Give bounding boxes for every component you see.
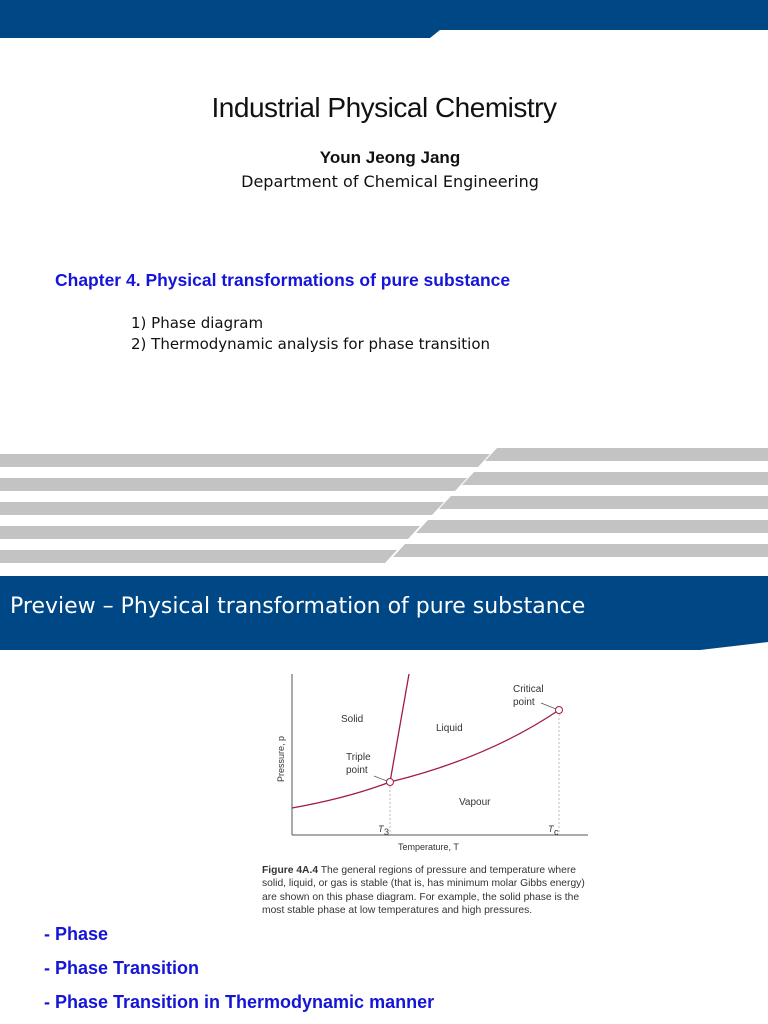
preview-slide	[0, 576, 768, 1024]
chapter-heading: Chapter 4. Physical transformations of pure substance	[55, 270, 511, 290]
solid-vapour-boundary	[292, 782, 390, 808]
stripe	[393, 544, 768, 557]
stripe	[462, 472, 768, 485]
critical-temp-tick: T	[548, 824, 554, 834]
critical-label-line1: Critical	[513, 684, 544, 695]
topic-item: 2) Thermodynamic analysis for phase transition	[131, 335, 491, 353]
stripe	[485, 448, 768, 461]
figure-number: Figure 4A.4	[262, 865, 319, 876]
critical-point-marker	[556, 707, 563, 714]
stripe	[0, 550, 397, 563]
caption-text: The general regions of pressure and temperature where solid, liquid, or gas is stable (that is, has minimum molar Gibbs energy) are shown on this phase diagram. For example, the solid phase is the most stable phase at low temperatures and high pressures.	[262, 865, 585, 916]
solid-liquid-boundary	[390, 674, 409, 782]
liquid-vapour-boundary	[390, 710, 559, 782]
bullet-item: - Phase	[44, 924, 109, 944]
presentation-title: Industrial Physical Chemistry	[211, 92, 557, 123]
bullet-list	[44, 922, 434, 1024]
triple-temp-tick: T	[378, 824, 384, 834]
stripe	[0, 478, 467, 491]
department-name: Department of Chemical Engineering	[241, 172, 539, 191]
stripe	[439, 496, 768, 509]
stripe	[416, 520, 768, 533]
triple-point-pointer	[374, 776, 387, 781]
stripe	[0, 454, 490, 467]
triple-point-marker	[387, 779, 394, 786]
triple-label-line2: point	[346, 765, 368, 776]
critical-point-pointer	[541, 703, 556, 709]
triple-label-line1: Triple	[346, 752, 371, 763]
x-axis-label: Temperature, T	[398, 842, 459, 852]
stripe	[0, 502, 444, 515]
stripe	[0, 526, 420, 539]
figure-caption	[262, 864, 592, 917]
topic-list	[131, 313, 490, 355]
author-name: Youn Jeong Jang	[319, 148, 461, 167]
triple-temp-subscript: 3	[384, 827, 390, 837]
bullet-item: - Phase Transition	[44, 958, 200, 978]
critical-temp-subscript: c	[554, 827, 559, 837]
critical-label-line2: point	[513, 697, 535, 708]
bullet-item: - Phase Transition in Thermodynamic manner	[44, 992, 435, 1012]
vapour-region-label: Vapour	[459, 797, 491, 808]
solid-region-label: Solid	[341, 714, 364, 725]
y-axis-label: Pressure, p	[276, 735, 286, 782]
topic-item: 1) Phase diagram	[131, 314, 264, 332]
slide-title: Preview – Physical transformation of pure substance	[10, 594, 586, 619]
decorative-stripes	[0, 440, 768, 570]
top-banner	[0, 0, 768, 38]
liquid-region-label: Liquid	[436, 723, 463, 734]
